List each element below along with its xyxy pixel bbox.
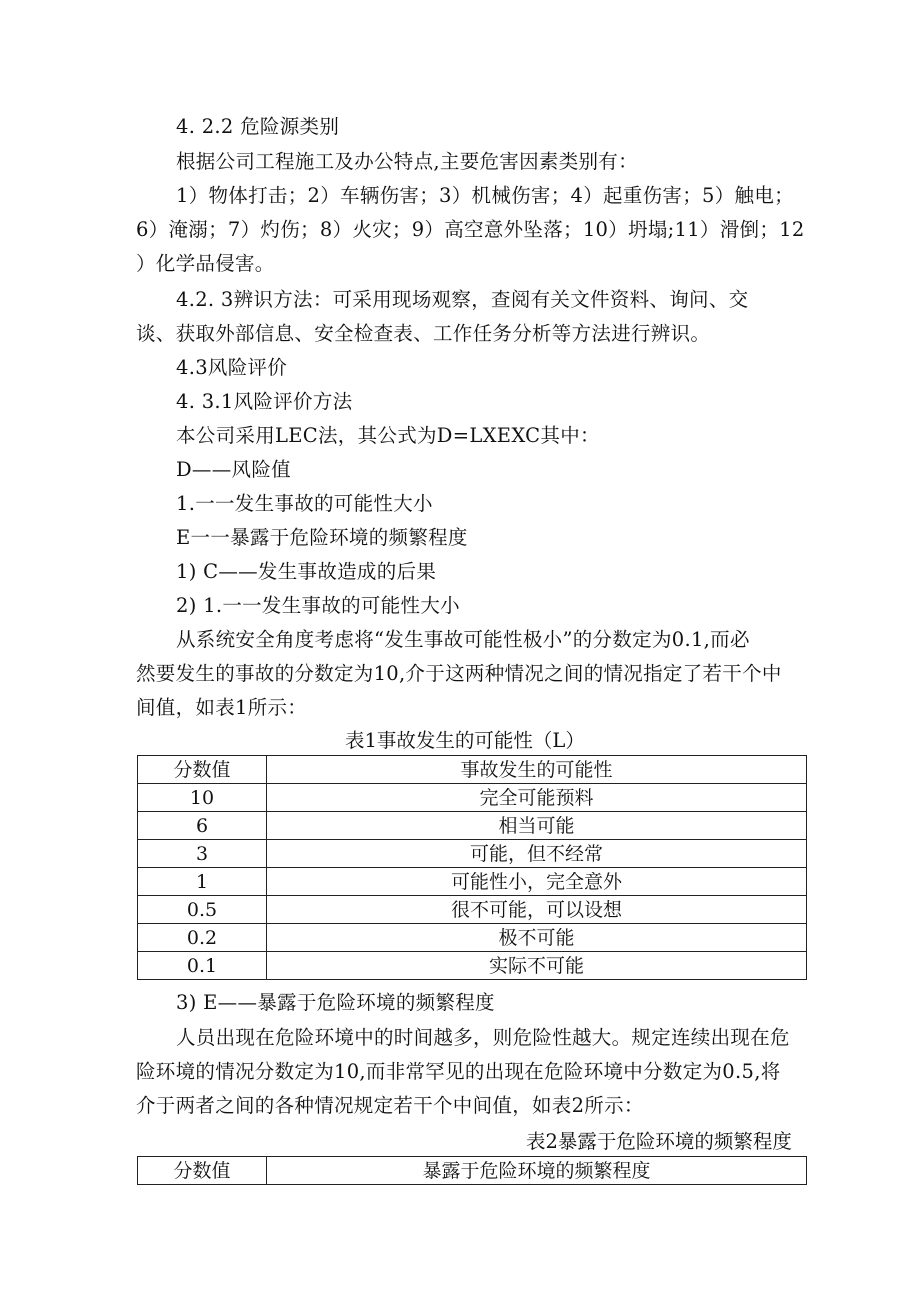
table-header-cell: 分数值 — [138, 756, 267, 784]
table-row — [138, 840, 807, 868]
table-cell-score: 10 — [138, 784, 267, 812]
table-cell-description: 可能性小，完全意外 — [267, 868, 807, 896]
table-header-cell: 事故发生的可能性 — [267, 756, 807, 784]
exposure-paragraph-line-3: 介于两者之间的各种情况规定若干个中间值，如表2所示： — [136, 1094, 644, 1117]
table2-exposure — [137, 1156, 807, 1185]
table-cell-score: 0.1 — [138, 952, 267, 980]
table-cell-score: 0.5 — [138, 896, 267, 924]
table-header-cell: 分数值 — [138, 1157, 267, 1185]
lec-formula-paragraph: 本公司采用LEC法，其公式为D=LXEXC其中： — [176, 424, 600, 447]
table-row — [138, 896, 807, 924]
table-header-row — [138, 756, 807, 784]
table-cell-score: 1 — [138, 868, 267, 896]
table2-visible-region — [137, 1156, 809, 1186]
definition-l: 1.一一发生事故的可能性大小 — [176, 492, 433, 515]
table-cell-description: 相当可能 — [267, 812, 807, 840]
table-cell-description: 可能，但不经常 — [267, 840, 807, 868]
hazard-list-line-1: 1）物体打击；2）车辆伤害；3）机械伤害；4）起重伤害；5）触电； — [176, 184, 794, 207]
table-row — [138, 812, 807, 840]
table-cell-description: 完全可能预料 — [267, 784, 807, 812]
section-heading-4-2-2: 4. 2.2 危险源类别 — [176, 115, 340, 138]
table-cell-description: 很不可能，可以设想 — [267, 896, 807, 924]
table-cell-description: 实际不可能 — [267, 952, 807, 980]
method-paragraph-line-2: 谈、获取外部信息、安全检查表、工作任务分析等方法进行辨识。 — [136, 322, 711, 345]
paragraph-basis: 根据公司工程施工及办公特点,主要危害因素类别有： — [176, 150, 638, 173]
item-2-heading: 2) 1.一一发生事故的可能性大小 — [176, 594, 460, 617]
hazard-list-line-2: 6）淹溺；7）灼伤；8）火灾；9）高空意外坠落；10）坍塌;11）滑倒；12 — [136, 218, 805, 241]
table2-caption: 表2暴露于危险环境的频繁程度 — [526, 1130, 792, 1153]
definition-c: 1) C——发生事故造成的后果 — [176, 560, 437, 583]
definition-e: E一一暴露于危险环境的频繁程度 — [176, 526, 468, 549]
definition-d: D——风险值 — [176, 458, 291, 481]
exposure-paragraph-line-2: 险环境的情况分数定为10,而非常罕见的出现在危险环境中分数定为0.5,将 — [136, 1060, 781, 1083]
hazard-list-line-3: ）化学品侵害。 — [136, 252, 275, 275]
table-cell-description: 极不可能 — [267, 924, 807, 952]
table1-likelihood — [137, 755, 807, 980]
section-heading-4-3-1: 4. 3.1风险评价方法 — [176, 390, 353, 413]
item-3-heading: 3) E——暴露于危险环境的频繁程度 — [176, 991, 495, 1014]
safety-paragraph-line-1: 从系统安全角度考虑将“发生事故可能性极小”的分数定为0.1,而必 — [176, 628, 750, 651]
table-row — [138, 952, 807, 980]
table-cell-score: 3 — [138, 840, 267, 868]
table-row — [138, 784, 807, 812]
safety-paragraph-line-2: 然要发生的事故的分数定为10,介于这两种情况之间的情况指定了若干个中 — [136, 662, 782, 685]
table-row — [138, 924, 807, 952]
table-header-cell: 暴露于危险环境的频繁程度 — [267, 1157, 807, 1185]
safety-paragraph-line-3: 间值，如表1所示： — [136, 696, 308, 719]
table-row — [138, 868, 807, 896]
section-heading-4-3: 4.3风险评价 — [176, 356, 288, 379]
exposure-paragraph-line-1: 人员出现在危险环境中的时间越多，则危险性越大。规定连续出现在危 — [176, 1026, 790, 1049]
table-header-row — [138, 1157, 807, 1185]
table-cell-score: 0.2 — [138, 924, 267, 952]
method-paragraph-line-1: 4.2. 3辨识方法：可采用现场观察，查阅有关文件资料、询问、交 — [176, 288, 749, 311]
table1-caption: 表1事故发生的可能性（L） — [345, 729, 585, 752]
table-cell-score: 6 — [138, 812, 267, 840]
